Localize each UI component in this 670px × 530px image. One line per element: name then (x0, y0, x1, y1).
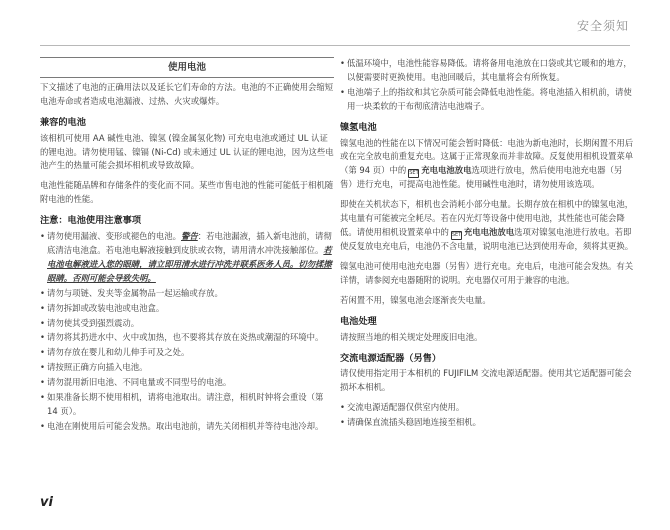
caution-list-continued (340, 57, 634, 114)
caution-item: • 电池端子上的指纹和其它杂质可能会降低电池性能。将电池插入相机前，请使用一块柔软的干布彻底清洁电池端子。 (340, 86, 634, 114)
caution-heading: 注意：电池使用注意事项 (40, 215, 142, 227)
setup-menu-icon: SET (451, 232, 462, 239)
caution-item: • 请勿使其受到强烈震动。 (40, 317, 334, 331)
warning-label: 警告 (181, 231, 198, 242)
caution-item-leak: • 请勿使用漏液、变形或褪色的电池。警告：若电池漏液，插入新电池前，请彻底清洁电池盒。若电池电解液接触到皮肤或衣物，请用清水冲洗接触部位。若电池电解液进入您的眼睛，请立即用清水进行冲洗并联系医务人员。切勿揉擦眼睛。否则可能会导致失明。 (40, 230, 334, 286)
caution-item: • 低温环境中，电池性能容易降低。请将备用电池放在口袋或其它暖和的地方，以便需要时更换使用。电池回暖后，其电量将会有所恢复。 (340, 57, 634, 85)
nimh-paragraph-2: 即使在关机状态下，相机也会消耗小部分电量。长期存放在相机中的镍氢电池，其电量有可能被完全耗尽。若在闪光灯等设备中使用电池，其性能也可能会降低。请使用相机设置菜单中的 SET 充电电池放电选项对镍氢电池进行放电。若即使反复放电充电后，电池仍不含电量，说明电池已达到使用寿命，须将其更换。 (340, 199, 634, 252)
section-title: 使用电池 (40, 57, 334, 78)
nimh-paragraph-4: 若闲置不用，镍氢电池会逐渐丧失电量。 (340, 294, 491, 305)
discharge-option: 充电电池放电 (421, 165, 472, 176)
caution-item: • 如果准备长期不使用相机，请将电池取出。请注意，相机时钟将会重设（第 14 页）。 (40, 391, 334, 419)
disposal-heading: 电池处理 (340, 315, 377, 327)
disposal-text: 请按照当地的相关规定处理废旧电池。 (340, 331, 483, 342)
ac-adapter-heading: 交流电源适配器（另售） (340, 352, 442, 364)
ac-adapter-list (340, 401, 634, 430)
caution-item: • 请勿与项链、发夹等金属物品一起运输或存放。 (40, 287, 334, 301)
nimh-heading: 镍氢电池 (340, 121, 377, 133)
compatible-batteries-text: 该相机可使用 AA 碱性电池、镍氢 (镍金属氢化物) 可充电电池或通过 UL 认证的锂电池。请勿使用锰、镍镉 (Ni-Cd) 或未通过 UL 认证的锂电池，因为这些电池产生的热量可能会损坏相机或导致故障。 (40, 132, 334, 171)
ac-adapter-text: 请仅使用指定用于本相机的 FUJIFILM 交流电源适配器。使用其它适配器可能会损坏本相机。 (340, 368, 632, 393)
setup-menu-icon: SET (409, 170, 419, 177)
right-column (340, 57, 634, 431)
eye-warning: 若电池电解液进入您的眼睛，请立即用清水进行冲洗并联系医务人员。切勿揉擦眼睛。否则可能会导致失明。 (47, 244, 332, 283)
intro-paragraph: 下文描述了电池的正确用法以及延长它们寿命的方法。电池的不正确使用会缩短电池寿命或者造成电池漏液、过热、火灾或爆炸。 (40, 81, 334, 106)
caution-item: • 电池在刚使用后可能会发热。取出电池前，请先关闭相机并等待电池冷却。 (40, 420, 334, 434)
caution-item: • 请按照正确方向插入电池。 (40, 361, 334, 375)
compatible-batteries-heading: 兼容的电池 (40, 116, 86, 128)
header-rule (40, 45, 630, 46)
page-number: vi (40, 495, 53, 510)
nimh-paragraph-3: 镍氢电池可使用电池充电器（另售）进行充电。充电后，电池可能会发热。有关详情，请参阅充电器随附的说明。充电器仅可用于兼容的电池。 (340, 260, 634, 285)
adapter-item: • 交流电源适配器仅供室内使用。 (340, 401, 634, 415)
left-column (40, 55, 334, 435)
discharge-option: 充电电池放电 (463, 227, 515, 238)
caution-list (40, 230, 334, 434)
caution-item: • 请勿将其扔进水中、火中或加热，也不要将其存放在炎热或潮湿的环境中。 (40, 331, 334, 345)
nimh-paragraph-1: 镍氢电池的性能在以下情况可能会暂时降低：电池为新电池时，长期闲置不用后或在完全放电前重复充电。这属于正常现象而并非故障。反复使用相机设置菜单（第 94 页）中的 SET 充电电池放电选项进行放电，然后使用电池充电器（另售）进行充电，可提高电池性能。使用碱性电池时，请勿使用该选项。 (340, 137, 634, 190)
caution-item: • 请勿混用新旧电池、不同电量或不同型号的电池。 (40, 376, 334, 390)
section-header: 安全须知 (576, 19, 629, 33)
caution-item: • 请勿拆卸或改装电池或电池盒。 (40, 302, 334, 316)
caution-item: • 请勿存放在婴儿和幼儿伸手可及之处。 (40, 346, 334, 360)
adapter-item: • 请确保直流插头稳固地连接至相机。 (340, 416, 634, 430)
battery-performance-text: 电池性能随品牌和存储条件的变化而不同。某些市售电池的性能可能低于相机随附电池的性能。 (40, 180, 334, 205)
